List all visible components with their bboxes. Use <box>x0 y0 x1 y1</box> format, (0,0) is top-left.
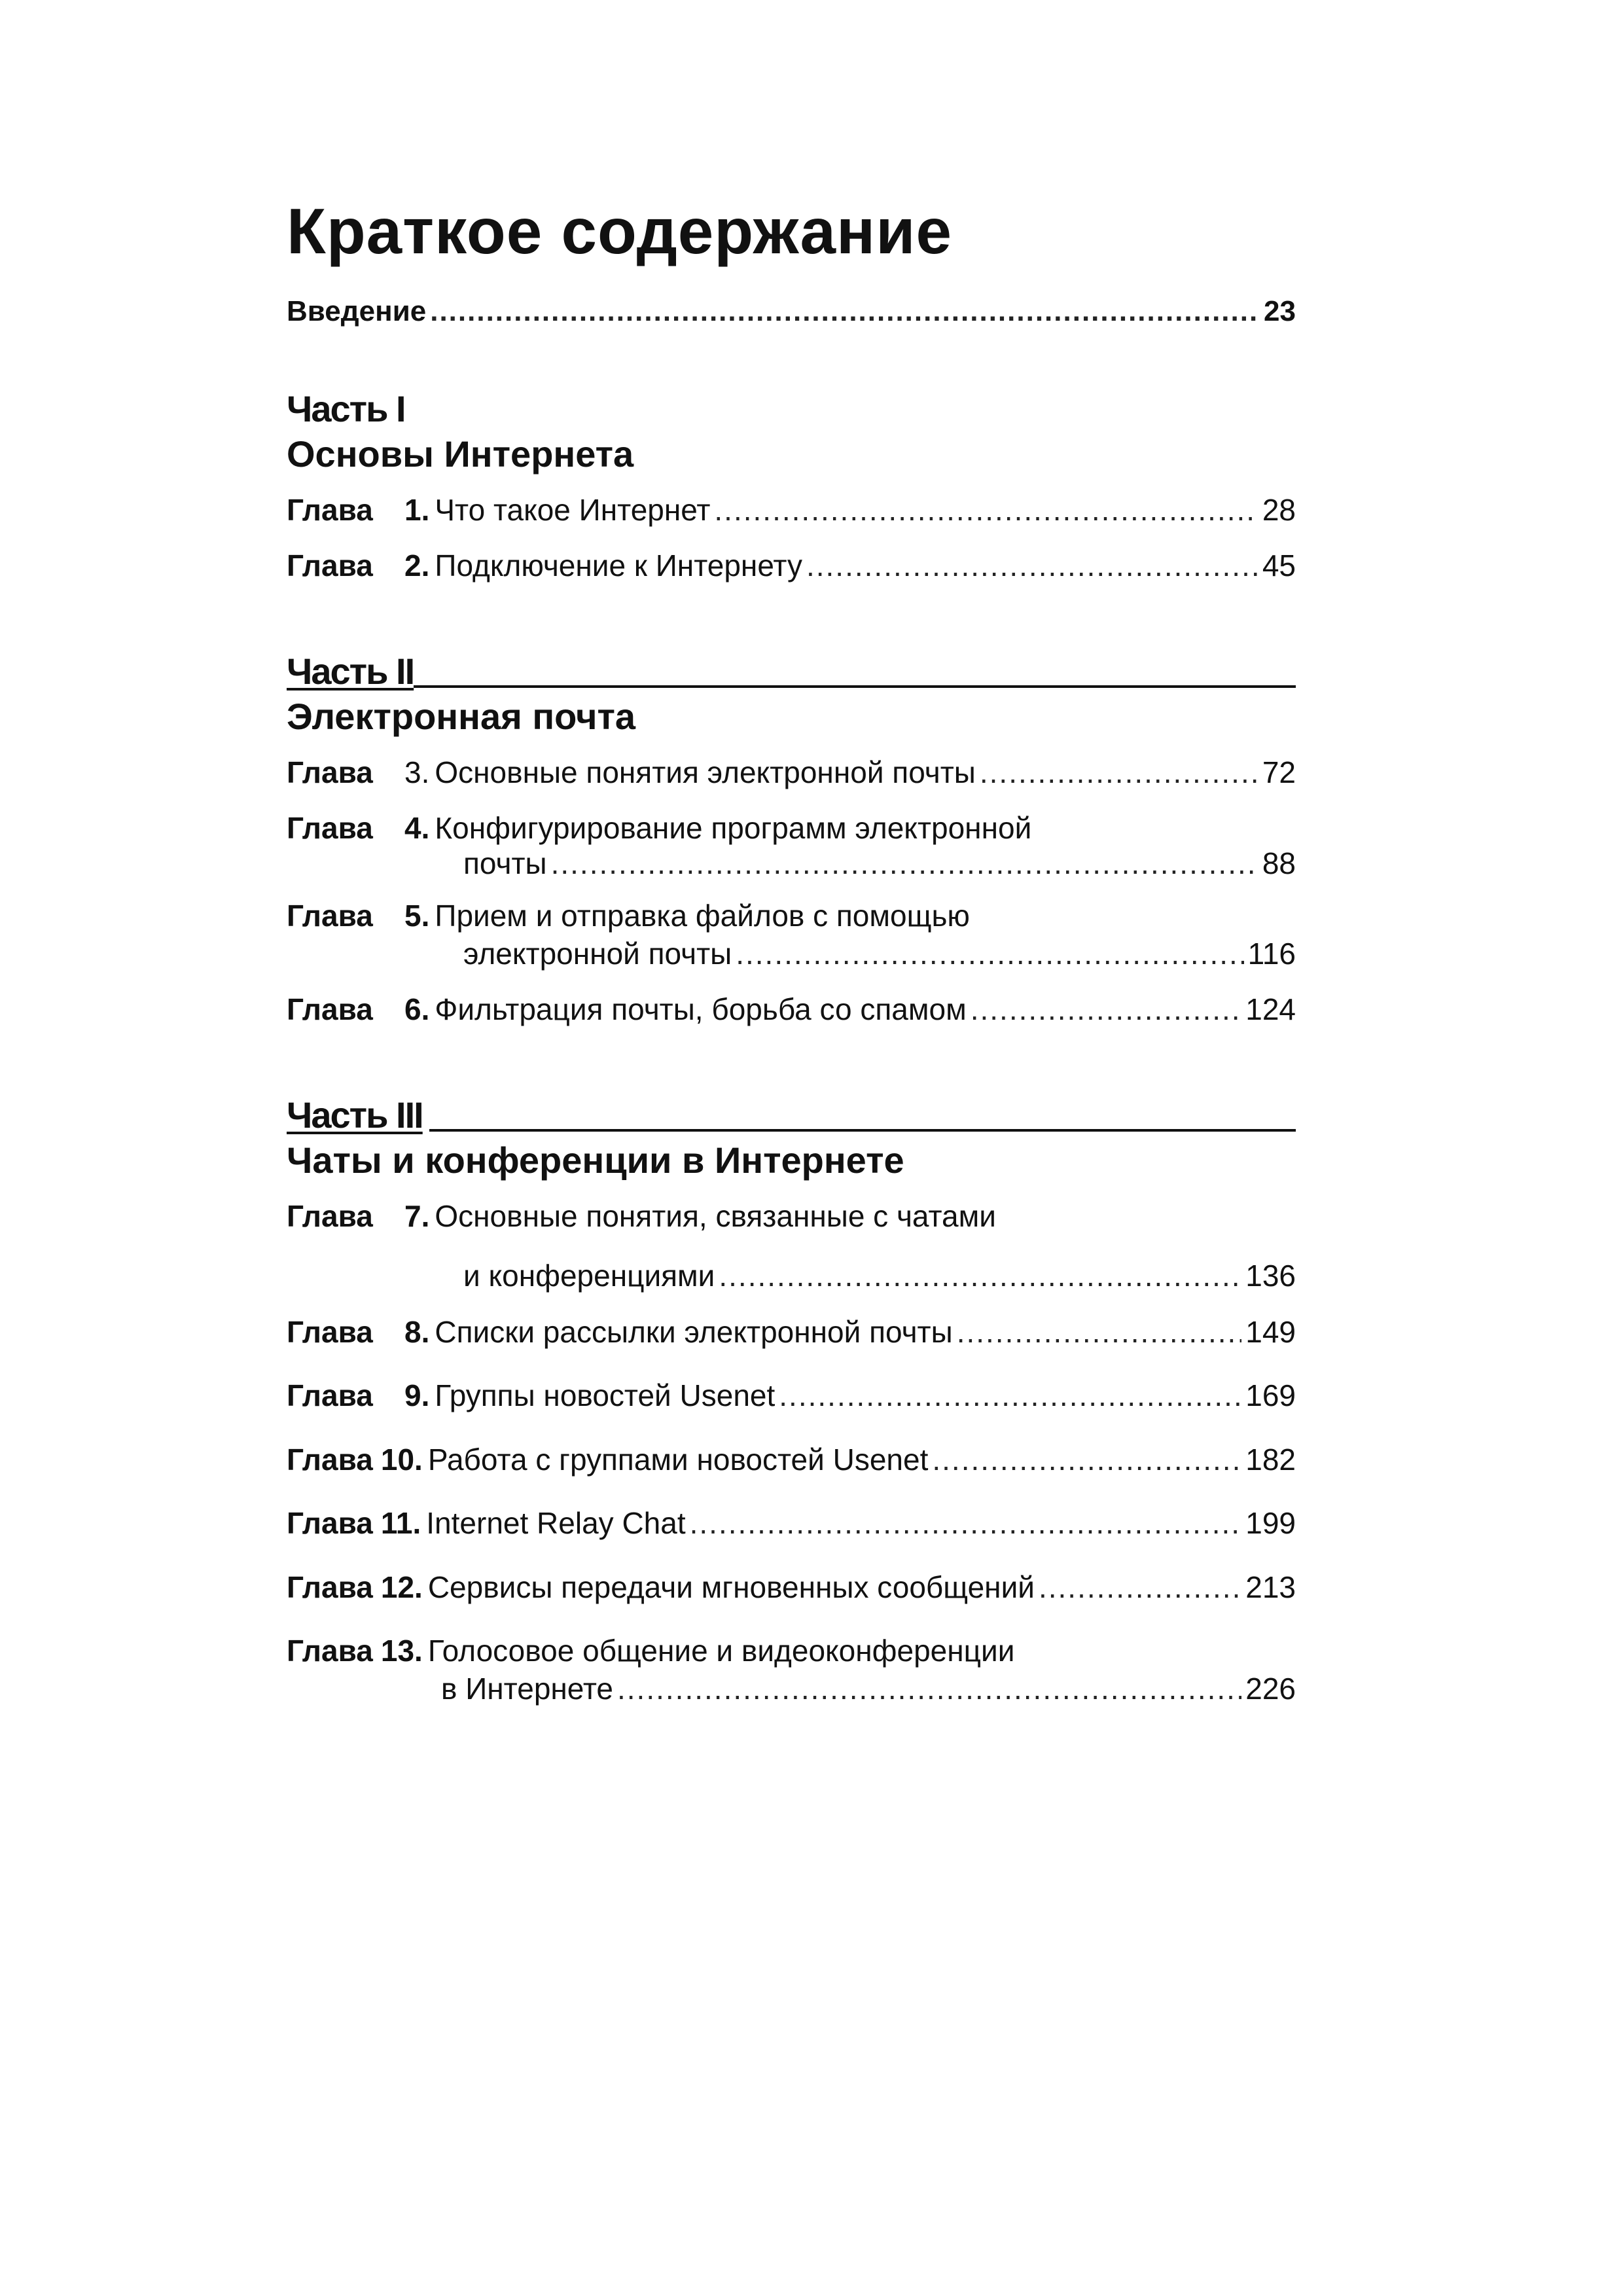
part-label: Часть I <box>287 387 405 429</box>
chapter-9: Глава 9. Группы новостей Usenet ..... 169 <box>287 1377 1296 1415</box>
part-title: Электронная почта <box>287 695 636 737</box>
intro-page: 23 <box>1264 295 1296 327</box>
chapter-13: Глава 13. Голосовое общение и видеоконференции в Интернете ..... 226 <box>287 1632 1296 1708</box>
leader-dots <box>617 1670 1241 1708</box>
part-title: Чаты и конференции в Интернете <box>287 1139 904 1181</box>
chapter-2: Глава 2. Подключение к Интернету ..... 45 <box>287 547 1296 585</box>
chapter-3: Глава 3. Основные понятия электронной почты ..... 72 <box>287 754 1296 792</box>
chapter-12: Глава 12. Сервисы передачи мгновенных сообщений ..... 213 <box>287 1569 1296 1607</box>
intro-label: Введение <box>287 295 427 327</box>
leader-dots <box>736 935 1243 973</box>
chapter-7: Глава 7. Основные понятия, связанные с чатами и конференциями ..... 136 <box>287 1198 1296 1295</box>
chapter-6: Глава 6. Фильтрация почты, борьба со спамом ..... 124 <box>287 991 1296 1029</box>
leader-dots <box>932 1441 1241 1479</box>
chapter-11: Глава 11. Internet Relay Chat ..... 199 <box>287 1505 1296 1543</box>
part-label: Часть II <box>287 649 1296 693</box>
leader-dots <box>430 293 1260 329</box>
toc-page <box>287 196 1296 1726</box>
leader-dots <box>806 547 1258 585</box>
part-2 <box>287 649 1296 1029</box>
part-label: Часть III <box>287 1093 1296 1137</box>
part-title: Основы Интернета <box>287 433 634 475</box>
part-rule <box>414 685 1296 688</box>
part-rule <box>429 1129 1296 1132</box>
leader-dots <box>980 754 1258 792</box>
leader-dots <box>719 1257 1241 1295</box>
part-1 <box>287 387 1296 585</box>
chapter-10: Глава 10. Работа с группами новостей Usenet ..... 182 <box>287 1441 1296 1479</box>
leader-dots <box>957 1314 1242 1352</box>
leader-dots <box>714 492 1258 529</box>
leader-dots <box>1039 1569 1241 1607</box>
chapter-8: Глава 8. Списки рассылки электронной почты ..... 149 <box>287 1314 1296 1352</box>
leader-dots <box>551 848 1258 879</box>
chapter-4: Глава 4. Конфигурирование программ электронной почты ..... 88 <box>287 810 1296 879</box>
leader-dots <box>779 1377 1241 1415</box>
chapter-5: Глава 5. Прием и отправка файлов с помощью электронной почты ..... 116 <box>287 897 1296 973</box>
leader-dots <box>690 1505 1242 1543</box>
chapter-1: Глава 1. Что такое Интернет ..... 28 <box>287 492 1296 529</box>
part-3 <box>287 1093 1296 1708</box>
leader-dots <box>971 991 1242 1029</box>
toc-intro <box>287 293 1296 329</box>
page-title: Краткое содержание <box>287 195 952 267</box>
